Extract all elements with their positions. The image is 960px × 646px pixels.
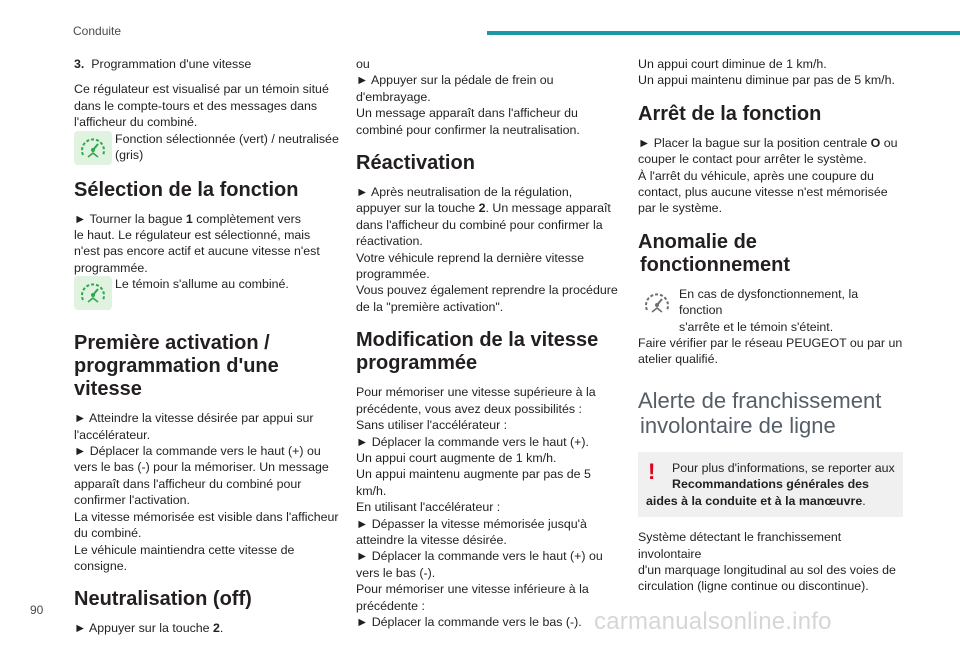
anomalie-indicator-note [638,286,903,335]
text-line: couper le contact pour arrêter le système. [638,152,867,167]
text-line: du combiné. [74,526,142,541]
text-line: Un appui maintenu diminue par pas de 5 km/h. [638,73,895,88]
text-line: ► Déplacer la commande vers le bas (-). [356,614,582,629]
text-line: Fonction sélectionnée (vert) / neutralisée [115,131,339,146]
reference-title: aides à la conduite et à la manœuvre [646,493,863,508]
intro-step-number: 3. [74,57,85,71]
text-fragment: appuyer sur la touche [356,201,479,216]
text-line: confirmer l'activation. [74,493,190,508]
text-line: ► Dépasser la vitesse mémorisée jusqu'à [356,516,587,531]
text-line: consigne. [74,558,128,573]
text-line: Votre véhicule reprend la dernière vitesse [356,250,584,265]
warning-icon: ! [648,458,656,484]
watermark: carmanualsonline.info [594,608,832,635]
text-line: atteindre la vitesse désirée. [356,532,507,547]
button-number: 2 [478,201,486,216]
heading-line: programmation d'une [74,355,279,378]
ring-number: 1 [185,211,193,226]
text-line: Un message apparaît dans l'afficheur du [356,106,578,121]
selection-paragraph [74,211,339,277]
text-fragment: . Un message apparaît [485,201,611,216]
heading-line: vitesse [74,378,142,401]
heading-line: Alerte de franchissement [638,387,882,413]
speedometer-icon [638,286,676,320]
arret-paragraph [638,135,903,217]
text-line: apparaît dans l'afficheur du combiné pour [74,476,302,491]
text-line: programmée. [356,267,430,282]
intro-step-title: Programmation d'une vitesse [91,57,252,71]
text-line: Un appui maintenu augmente par pas de 5 km/h. [356,467,591,498]
text-line: s'arrête et le témoin s'éteint. [679,319,834,334]
text-line: ► Après neutralisation de la régulation, [356,185,573,200]
column-1 [74,56,339,646]
text-line: Ce régulateur est visualisé par un témoin situé [74,82,329,97]
heading-line: Modification de la vitesse [356,329,599,352]
text-line: par le système. [638,201,723,216]
text-line: En cas de dysfonctionnement, la fonction [679,286,859,318]
text-line: (gris) [115,148,144,163]
text-line: Le véhicule maintiendra cette vitesse de [74,542,295,557]
text-line: ► Appuyer sur la pédale de frein ou [356,73,554,88]
text-line: circulation (ligne continue ou discontinue). [638,579,869,594]
modification-paragraph [356,384,621,630]
anomalie-paragraph [638,335,903,368]
text-line: l'accélérateur. [74,427,151,442]
heading-line: Première activation / [74,332,270,355]
heading-selection: Sélection de la fonction [74,178,299,201]
text-line: dans le compte-tours et des messages dans [74,98,318,113]
text-line: ► Déplacer la commande vers le haut (+) ou [74,444,321,459]
text-line: ► Déplacer la commande vers le haut (+) ou [356,549,603,564]
text-fragment: ► Tourner la bague [74,211,186,226]
brake-paragraph [356,56,621,138]
text-fragment: ou [880,135,898,150]
text-line: dans l'afficheur du combiné pour confirmer la [356,217,603,232]
text-line: Pour mémoriser une vitesse supérieure à la [356,385,596,400]
text-fragment: . [219,621,224,636]
text-fragment: complètement vers [192,211,301,226]
recommendation-box [638,452,903,517]
text-line: contact, plus aucune vitesse n'est mémorisée [638,185,888,200]
indicator-note-on [74,276,339,310]
text-line: Un appui court diminue de 1 km/h. [638,57,827,71]
text-line: ou [356,57,370,71]
text-line: atelier qualifié. [638,352,718,367]
heading-premiere-activation [74,332,339,401]
text-line: Vous pouvez également reprendre la procédure [356,283,618,298]
text-line: d'un marquage longitudinal au sol des voies de [638,562,896,577]
indicator-note-selected [74,131,339,165]
text-line: Pour plus d'informations, se reporter aux [672,460,895,475]
intro-step [74,56,339,72]
text-line: Sans utiliser l'accélérateur : [356,418,508,433]
text-line: l'afficheur du combiné. [74,115,198,130]
speedometer-icon [74,131,112,165]
heading-reactivation: Réactivation [356,152,475,175]
heading-modification [356,329,621,375]
text-fragment: . [862,493,866,508]
text-line: vers le bas (-) pour la mémoriser. Un message [74,460,329,475]
text-line: de la "première activation". [356,299,504,314]
text-line: précédente : [356,598,425,613]
header-section-title: Conduite [73,24,122,38]
heading-arret: Arrêt de la fonction [638,102,822,125]
intro-paragraph [74,81,339,130]
system-paragraph [638,529,903,595]
position-letter: O [870,135,881,150]
text-fragment: ► Placer la bague sur la position centrale [638,135,871,150]
text-line: Pour mémoriser une vitesse inférieure à la [356,582,589,597]
page-number: 90 [30,603,44,617]
text-line: ► Atteindre la vitesse désirée par appui sur [74,411,314,426]
text-line: d'embrayage. [356,89,431,104]
heading-line: involontaire de ligne [640,412,836,438]
text-line: réactivation. [356,234,423,249]
text-fragment: ► Appuyer sur la touche [74,621,214,636]
speedometer-icon [74,276,112,310]
header-accent-bar [487,31,960,35]
text-line: Le témoin s'allume au combiné. [115,277,289,292]
heading-neutralisation: Neutralisation (off) [74,588,252,611]
text-line: Système détectant le franchissement involontaire [638,530,842,561]
reactivation-paragraph [356,184,621,315]
text-line: vers le bas (-). [356,565,436,580]
decrease-paragraph [638,56,903,89]
heading-anomalie [638,231,903,277]
text-line: À l'arrêt du véhicule, après une coupure du [638,168,874,183]
button-number: 2 [213,621,220,636]
neutralisation-paragraph [74,620,339,636]
text-line: Faire vérifier par le réseau PEUGEOT ou par un [638,336,903,351]
text-line: n'est pas encore actif et aucune vitesse n'est [74,244,320,259]
heading-line: programmée [356,352,478,375]
text-line: programmée. [74,260,148,275]
text-line: Un appui court augmente de 1 km/h. [356,450,557,465]
premiere-paragraph [74,410,339,574]
column-3 [638,56,903,604]
reference-title: Recommandations générales des [672,477,869,492]
text-line: En utilisant l'accélérateur : [356,500,501,515]
heading-line: fonctionnement [640,253,790,276]
text-line: le haut. Le régulateur est sélectionné, mais [74,228,311,243]
heading-line: Anomalie de [638,230,757,253]
text-line: ► Déplacer la commande vers le haut (+). [356,434,589,449]
text-line: précédente, vous avez deux possibilités : [356,401,582,416]
heading-alerte [638,388,903,438]
column-2 [356,56,621,639]
text-line: La vitesse mémorisée est visible dans l'afficheur [74,509,339,524]
text-line: combiné pour confirmer la neutralisation. [356,122,580,137]
